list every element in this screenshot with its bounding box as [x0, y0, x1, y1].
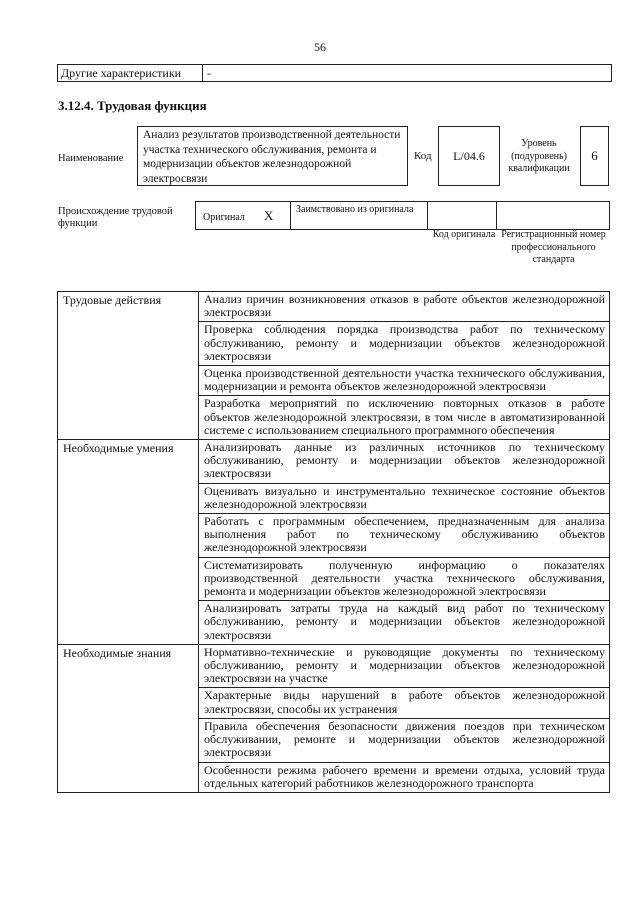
table-cell: Правила обеспечения безопасности движения поездов при техническом обслуживании, ремонте и модернизации объектов железнодорожной электросвязи	[199, 718, 610, 762]
table-cell: Оценка производственной деятельности участка технического обслуживания, модернизации и ремонта объектов железнодорожной электросвязи	[199, 366, 610, 396]
original-cell	[195, 201, 290, 229]
function-details-table	[57, 291, 610, 793]
table-cell: Проверка соблюдения порядка производства работ по техническому обслуживанию, ремонту и модернизации объектов железнодорожной электросвязи	[199, 322, 610, 366]
code-box: L/04.6	[438, 126, 500, 186]
other-characteristics-row	[57, 64, 612, 82]
borrowed-cell	[290, 201, 427, 229]
other-characteristics-value: -	[207, 66, 211, 80]
origin-code-caption: Код оригинала	[432, 229, 496, 240]
table-cell: Особенности режима рабочего времени и времени отдыха, условий труда отдельных категорий работников железнодорожного транспорта	[199, 762, 610, 792]
table-cell: Анализировать затраты труда на каждый вид работ по техническому обслуживанию, ремонту и модернизации объектов железнодорожной электросвязи	[199, 601, 610, 645]
borrowed-label: Заимствовано из оригинала	[296, 204, 414, 215]
table-row	[58, 292, 610, 322]
level-label: Уровень (подуровень) квалификации	[508, 138, 570, 174]
required-knowledge-title: Необходимые знания	[58, 644, 199, 792]
table-row	[58, 644, 610, 688]
table-cell: Характерные виды нарушений в работе объектов железнодорожной электросвязи, способы их устранения	[199, 688, 610, 718]
level-box: 6	[580, 126, 609, 186]
required-skills-title: Необходимые умения	[58, 440, 199, 645]
reg-number-cell	[496, 201, 610, 229]
other-characteristics-label: Другие характеристики	[58, 65, 203, 81]
original-label: Оригинал	[203, 212, 245, 223]
table-cell: Оценивать визуально и инструментально техническое состояние объектов железнодорожной электросвязи	[199, 483, 610, 513]
origin-row	[195, 201, 610, 230]
name-label: Наименование	[58, 153, 124, 164]
table-cell: Разработка мероприятий по исключению повторных отказов в работе объектов железнодорожной электросвязи, в том числе в автоматизированной системе с использованием специального программного обеспечения	[199, 396, 610, 440]
original-mark: X	[264, 208, 274, 223]
reg-number-caption: Регистрационный номер профессионального стандарта	[501, 229, 606, 265]
table-cell: Анализ причин возникновения отказов в работе объектов железнодорожной электросвязи	[199, 292, 610, 322]
page-number: 56	[314, 40, 326, 54]
table-row	[58, 440, 610, 484]
table-cell: Анализировать данные из различных источников по техническому обслуживанию, ремонту и модернизации объектов железнодорожной электросвязи	[199, 440, 610, 484]
origin-label: Происхождение трудовой функции	[58, 206, 173, 229]
function-name-box: Анализ результатов производственной деятельности участка технического обслуживания, ремонта и модернизации объектов железнодорожной электросвязи	[137, 126, 408, 186]
table-cell: Работать с программным обеспечением, предназначенным для анализа выполнения работ по техническому обслуживанию объектов железнодорожной электросвязи	[199, 514, 610, 558]
labor-actions-title: Трудовые действия	[58, 292, 199, 440]
section-title: 3.12.4. Трудовая функция	[58, 98, 207, 113]
code-label: Код	[414, 150, 432, 162]
table-cell: Нормативно-технические и руководящие документы по техническому обслуживанию, ремонту и модернизации объектов железнодорожной электросвязи на участке	[199, 644, 610, 688]
table-cell: Систематизировать полученную информацию о показателях производственной деятельности участка технического обслуживания, ремонта и модернизации объектов железнодорожной электросвязи	[199, 557, 610, 601]
origin-code-cell	[427, 201, 496, 229]
